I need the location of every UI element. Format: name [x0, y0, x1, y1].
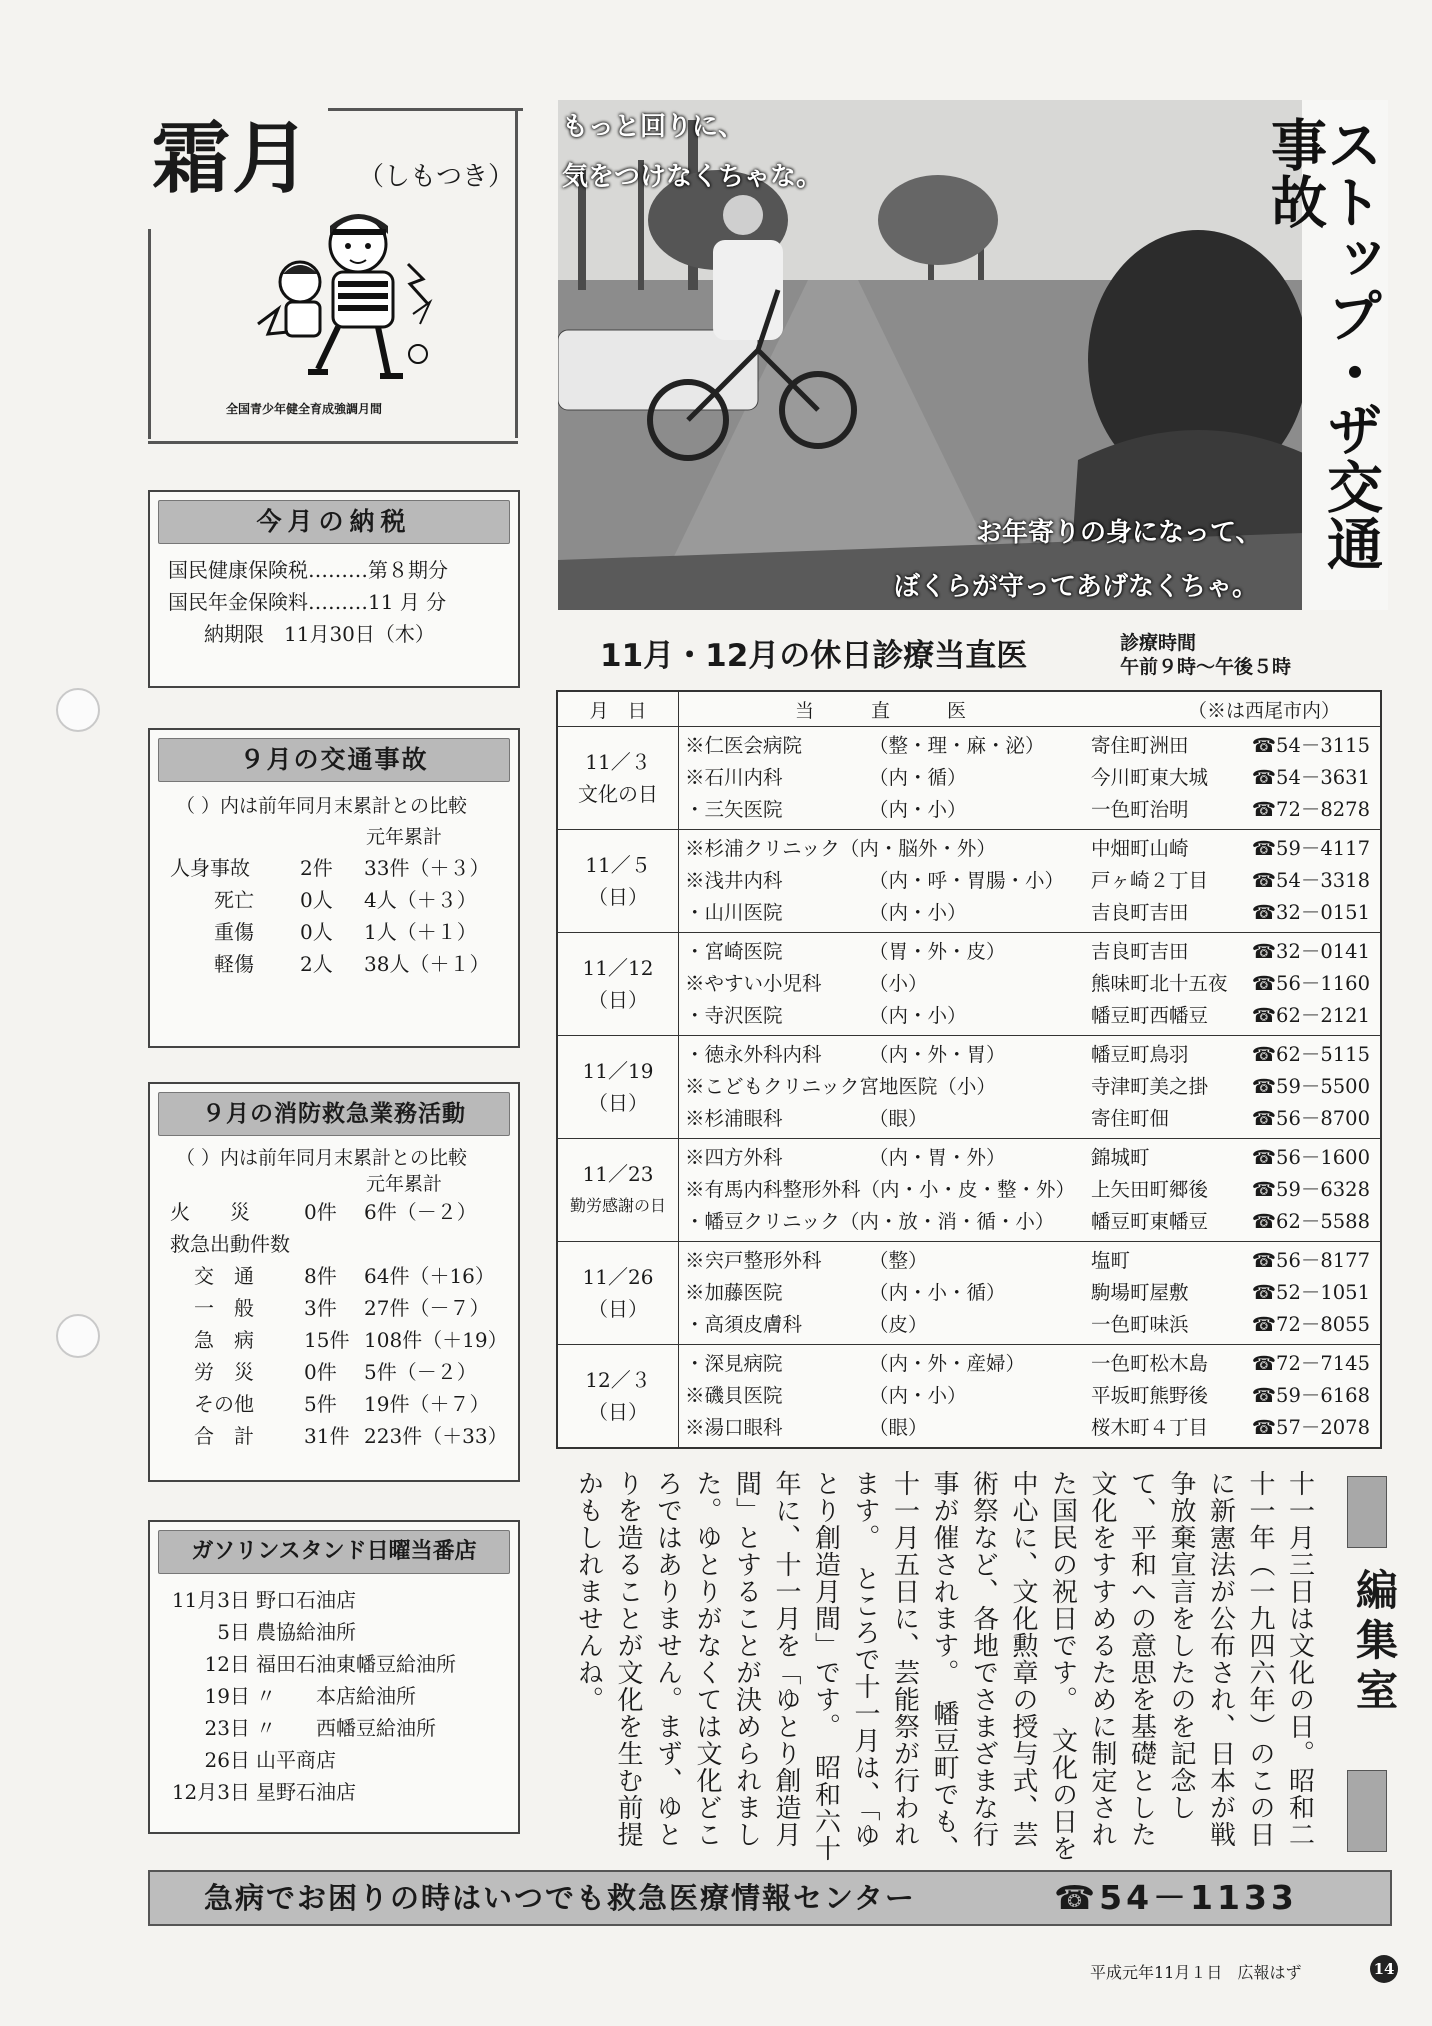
clinic-dept: （眼） — [869, 1416, 928, 1439]
stat-label: 死亡 — [214, 888, 254, 912]
doctor-entry — [685, 762, 1374, 794]
day-date: 11／５ — [585, 853, 651, 877]
doctor-entry — [685, 1174, 1374, 1206]
editorial-column — [568, 1470, 1319, 1860]
stat-total: 223件（＋33） — [364, 1424, 508, 1448]
clinic-tel: ☎32－0151 — [1251, 901, 1370, 924]
clinic-tel: ☎62－2121 — [1251, 1004, 1370, 1027]
clinic-address: 一色町味浜 — [1091, 1313, 1189, 1336]
entries-cell — [679, 1242, 1382, 1345]
clinic-address: 上矢田町郷後 — [1091, 1178, 1209, 1201]
clinic-address: 一色町治明 — [1091, 798, 1189, 821]
photo-caption-bottom-1: お年寄りの身になって、 — [976, 518, 1262, 548]
stat-row — [150, 1420, 518, 1452]
tax-row: 国民健康保険税………第８期分 — [168, 558, 448, 582]
tax-row: 納期限 11月30日（木） — [204, 622, 435, 646]
emergency-banner — [148, 1870, 1392, 1926]
gas-station: 〃 西幡豆給油所 — [256, 1716, 436, 1740]
stat-label: その他 — [194, 1392, 254, 1416]
clinic-address: 幡豆町東幡豆 — [1091, 1210, 1209, 1233]
stat-label: 重傷 — [214, 920, 254, 944]
gas-row — [150, 1584, 518, 1616]
table-row — [557, 1242, 1381, 1345]
stat-label: 救急出動件数 — [170, 1232, 290, 1256]
clinic-tel: ☎72－8278 — [1251, 798, 1370, 821]
clinic-name: ※浅井内科 — [685, 869, 783, 892]
day-date: 11／12 — [582, 956, 654, 980]
table-row — [557, 1036, 1381, 1139]
stat-count: 5件 — [304, 1392, 337, 1416]
clinic-tel: ☎62－5115 — [1251, 1043, 1370, 1066]
clinic-address: 塩町 — [1091, 1249, 1131, 1272]
stat-row — [150, 884, 518, 916]
clinic-address: 戸ヶ崎２丁目 — [1091, 869, 1209, 892]
gas-date: 11月3日 — [171, 1588, 250, 1612]
stat-count: 0件 — [304, 1200, 337, 1224]
campaign-band — [1262, 100, 1388, 610]
clinic-address: 吉良町吉田 — [1091, 940, 1189, 963]
doctor-entry — [685, 730, 1374, 762]
clinic-tel: ☎56－1160 — [1251, 972, 1370, 995]
clinic-tel: ☎57－2078 — [1251, 1416, 1370, 1439]
day-sub: （日） — [588, 1091, 648, 1115]
stat-row — [150, 916, 518, 948]
stat-row — [150, 1292, 518, 1324]
stat-total: 5件（－２） — [364, 1360, 477, 1384]
clinic-tel: ☎59－6168 — [1251, 1384, 1370, 1407]
doctor-entry — [685, 1071, 1374, 1103]
entries-cell — [679, 1345, 1382, 1449]
mascot-illustration — [238, 204, 438, 394]
clinic-dept: （眼） — [869, 1107, 928, 1130]
tax-box — [148, 490, 520, 688]
gas-station: 野口石油店 — [256, 1588, 356, 1612]
clinic-name: ・幡豆クリニック（内・放・消・循・小） — [685, 1210, 1055, 1233]
stat-total: 19件（＋７） — [364, 1392, 490, 1416]
day-cell — [557, 1345, 679, 1449]
table-row — [557, 727, 1381, 830]
day-cell — [557, 1242, 679, 1345]
stat-count: 8件 — [304, 1264, 337, 1288]
gas-station: 福田石油東幡豆給油所 — [256, 1652, 456, 1676]
doctor-entry — [685, 1277, 1374, 1309]
holiday-doctor-table — [556, 690, 1382, 1449]
day-cell — [557, 727, 679, 830]
clinic-dept: （皮） — [869, 1313, 928, 1336]
clinic-name: ※宍戸整形外科 — [685, 1249, 822, 1272]
clinic-tel: ☎72－7145 — [1251, 1352, 1370, 1375]
stat-count: 2件 — [300, 856, 333, 880]
page-number: 14 — [1370, 1955, 1398, 1983]
traffic-safety-photo — [558, 100, 1388, 610]
doctor-entry — [685, 936, 1374, 968]
stat-label: 軽傷 — [214, 952, 254, 976]
publication-name: 広報はず — [1237, 1963, 1302, 1982]
clinic-name: ※仁医会病院 — [685, 734, 803, 757]
stat-total: 1人（＋１） — [364, 920, 477, 944]
clinic-tel: ☎54－3115 — [1251, 734, 1370, 757]
clinic-address: 寄住町佃 — [1091, 1107, 1170, 1130]
tax-heading: 今月の納税 — [158, 500, 510, 544]
gas-station: 山平商店 — [256, 1748, 336, 1772]
gas-date: 23日 — [204, 1716, 250, 1740]
stat-total: 38人（＋１） — [364, 952, 490, 976]
shimotsuki-box — [148, 104, 520, 444]
tax-row: 国民年金保険料………11 月 分 — [168, 590, 447, 614]
gas-date: 5日 — [217, 1620, 250, 1644]
clinic-name: ・三矢医院 — [685, 798, 783, 821]
doctor-entry — [685, 1000, 1374, 1032]
gas-date: 12月3日 — [171, 1780, 250, 1804]
clinic-address: 今川町東大城 — [1091, 766, 1209, 789]
stat-total: 33件（＋３） — [364, 856, 490, 880]
day-cell — [557, 1139, 679, 1242]
day-cell — [557, 830, 679, 933]
table-row — [557, 1345, 1381, 1449]
clinic-name: ・徳永外科内科 — [685, 1043, 822, 1066]
stat-row — [150, 1324, 518, 1356]
table-header-row — [557, 691, 1381, 727]
doctor-entry — [685, 1206, 1374, 1238]
clinic-tel: ☎56－1600 — [1251, 1146, 1370, 1169]
day-date: 11／26 — [582, 1265, 654, 1289]
day-sub: （日） — [588, 1400, 648, 1424]
clinic-address: 中畑町山崎 — [1091, 837, 1189, 860]
traffic-heading: ９月の交通事故 — [158, 738, 510, 782]
day-cell — [557, 1036, 679, 1139]
schedule-hours: 午前９時～午後５時 — [1120, 656, 1292, 678]
gas-date: 26日 — [204, 1748, 250, 1772]
clinic-tel: ☎56－8177 — [1251, 1249, 1370, 1272]
gas-heading: ガソリンスタンド日曜当番店 — [158, 1530, 510, 1574]
doctor-entry — [685, 833, 1374, 865]
clinic-address: 幡豆町鳥羽 — [1091, 1043, 1189, 1066]
gas-row — [150, 1776, 518, 1808]
stat-count: 0人 — [300, 920, 333, 944]
clinic-name: ・高須皮膚科 — [685, 1313, 803, 1336]
clinic-name: ・深見病院 — [685, 1352, 783, 1375]
emergency-banner-text: 急病でお困りの時はいつでも救急医療情報センター — [204, 1881, 916, 1915]
doctor-entry — [685, 1245, 1374, 1277]
doctor-entry — [685, 1039, 1374, 1071]
schedule-hours-label: 診療時間 — [1120, 632, 1197, 654]
stat-count: 15件 — [304, 1328, 350, 1352]
clinic-tel: ☎54－3631 — [1251, 766, 1370, 789]
day-date: 12／３ — [585, 1368, 651, 1392]
day-cell — [557, 933, 679, 1036]
clinic-dept: （胃・外・皮） — [869, 940, 1006, 963]
table-row — [557, 830, 1381, 933]
entries-cell — [679, 933, 1382, 1036]
day-sub: （日） — [588, 988, 648, 1012]
doctor-entry — [685, 865, 1374, 897]
traffic-note: （ ）内は前年同月末累計との比較 — [176, 795, 468, 817]
clinic-dept: （整） — [869, 1249, 928, 1272]
stat-total: 6件（－２） — [364, 1200, 477, 1224]
editorial-label: 編集室 — [1350, 1568, 1399, 1718]
clinic-name: ・山川医院 — [685, 901, 783, 924]
gas-row — [150, 1648, 518, 1680]
stat-row — [150, 1228, 518, 1260]
clinic-name: ※四方外科 — [685, 1146, 783, 1169]
issue-date: 平成元年11月１日 — [1090, 1963, 1223, 1982]
clinic-address: 寺津町美之掛 — [1091, 1075, 1209, 1098]
day-sub: 勤労感謝の日 — [569, 1196, 666, 1215]
clinic-address: 寄住町洲田 — [1091, 734, 1189, 757]
stat-label: 交 通 — [194, 1264, 254, 1288]
clinic-dept: （小） — [869, 972, 928, 995]
table-row — [557, 933, 1381, 1036]
gas-station: 農協給油所 — [256, 1620, 356, 1644]
clinic-dept: （内・小） — [869, 1384, 967, 1407]
fire-rescue-box — [148, 1082, 520, 1482]
doctor-entry — [685, 794, 1374, 826]
clinic-dept: （整・理・麻・泌） — [869, 734, 1045, 757]
emergency-banner-tel: ☎54－1133 — [1054, 1878, 1298, 1917]
stat-row — [150, 1196, 518, 1228]
stat-label: 合 計 — [194, 1424, 254, 1448]
stat-count: 0件 — [304, 1360, 337, 1384]
clinic-tel: ☎59－6328 — [1251, 1178, 1370, 1201]
day-date: 11／19 — [582, 1059, 654, 1083]
doctor-entry — [685, 1142, 1374, 1174]
doctor-entry — [685, 897, 1374, 929]
clinic-dept: （内・小） — [869, 1004, 967, 1027]
gas-row — [150, 1712, 518, 1744]
stat-count: 2人 — [300, 952, 333, 976]
clinic-tel: ☎59－5500 — [1251, 1075, 1370, 1098]
day-sub: 文化の日 — [578, 782, 658, 806]
clinic-name: ※やすい小児科 — [685, 972, 822, 995]
clinic-name: ※磯貝医院 — [685, 1384, 783, 1407]
stat-total: 108件（＋19） — [364, 1328, 508, 1352]
clinic-dept: （内・小） — [869, 798, 967, 821]
photo-caption-top-2: 気をつけなくちゃな。 — [562, 162, 823, 192]
header-note: （※は西尾市内） — [1187, 699, 1340, 722]
clinic-address: 平坂町熊野後 — [1091, 1384, 1209, 1407]
doctor-entry — [685, 1348, 1374, 1380]
clinic-dept: （内・胃・外） — [869, 1146, 1006, 1169]
stat-total: 64件（＋16） — [364, 1264, 495, 1288]
stat-count: 0人 — [300, 888, 333, 912]
clinic-name: ※湯口眼科 — [685, 1416, 783, 1439]
doctor-entry — [685, 1380, 1374, 1412]
stat-count: 3件 — [304, 1296, 337, 1320]
gas-row — [150, 1616, 518, 1648]
doctor-entry — [685, 1412, 1374, 1444]
stat-row — [150, 1356, 518, 1388]
day-date: 11／23 — [582, 1162, 654, 1186]
clinic-tel: ☎62－5588 — [1251, 1210, 1370, 1233]
day-sub: （日） — [588, 1297, 648, 1321]
fire-col-header: 元年累計 — [366, 1173, 443, 1195]
clinic-name: ※杉浦眼科 — [685, 1107, 783, 1130]
stat-label: 人身事故 — [170, 856, 250, 880]
entries-cell — [679, 1139, 1382, 1242]
gas-station-box — [148, 1520, 520, 1834]
clinic-dept: （内・小） — [869, 901, 967, 924]
clinic-dept: （内・呼・胃腸・小） — [869, 869, 1065, 892]
gas-date: 19日 — [204, 1684, 250, 1708]
fire-note: （ ）内は前年同月末累計との比較 — [176, 1147, 468, 1169]
clinic-address: 桜木町４丁目 — [1091, 1416, 1209, 1439]
stat-row — [150, 1388, 518, 1420]
stat-row — [150, 852, 518, 884]
stat-total: 27件（－７） — [364, 1296, 490, 1320]
editorial-label-box — [1344, 1470, 1399, 1860]
clinic-name: ※加藤医院 — [685, 1281, 783, 1304]
clinic-dept: （内・外・産婦） — [869, 1352, 1026, 1375]
stat-label: 労 災 — [194, 1360, 254, 1384]
gas-station: 星野石油店 — [256, 1780, 356, 1804]
stat-label: 急 病 — [194, 1328, 254, 1352]
clinic-dept: （内・循） — [869, 766, 967, 789]
clinic-tel: ☎52－1051 — [1251, 1281, 1370, 1304]
photo-caption-top-1: もっと回りに、 — [562, 112, 745, 142]
fire-heading: ９月の消防救急業務活動 — [158, 1092, 510, 1136]
clinic-tel: ☎54－3318 — [1251, 869, 1370, 892]
doctor-entry — [685, 1309, 1374, 1341]
stat-label: 一 般 — [194, 1296, 254, 1320]
photo-caption-bottom-2: ぼくらが守ってあげなくちゃ。 — [894, 572, 1259, 602]
punch-hole — [56, 688, 100, 732]
day-date: 11／３ — [585, 750, 651, 774]
clinic-name: ・寺沢医院 — [685, 1004, 783, 1027]
gas-station: 〃 本店給油所 — [256, 1684, 416, 1708]
clinic-address: 熊味町北十五夜 — [1091, 972, 1228, 995]
clinic-name: ※石川内科 — [685, 766, 783, 789]
stat-total: 4人（＋３） — [364, 888, 477, 912]
clinic-name: ※こどもクリニック宮地医院（小） — [685, 1075, 996, 1098]
clinic-dept: （内・外・胃） — [869, 1043, 1006, 1066]
clinic-address: 幡豆町西幡豆 — [1091, 1004, 1209, 1027]
entries-cell — [679, 727, 1382, 830]
table-row — [557, 1139, 1381, 1242]
clinic-address: 一色町松木島 — [1091, 1352, 1209, 1375]
month-reading: （しもつき） — [358, 162, 515, 192]
punch-hole — [56, 1314, 100, 1358]
clinic-tel: ☎56－8700 — [1251, 1107, 1370, 1130]
clinic-tel: ☎32－0141 — [1251, 940, 1370, 963]
clinic-tel: ☎59－4117 — [1251, 837, 1370, 860]
entries-cell — [679, 830, 1382, 933]
gas-row — [150, 1744, 518, 1776]
traffic-accidents-box — [148, 728, 520, 1048]
clinic-address: 駒場町屋敷 — [1091, 1281, 1189, 1304]
clinic-name: ※有馬内科整形外科（内・小・皮・整・外） — [685, 1178, 1076, 1201]
clinic-address: 錦城町 — [1091, 1146, 1150, 1169]
doctor-entry — [685, 1103, 1374, 1135]
stat-count: 31件 — [304, 1424, 350, 1448]
gas-row — [150, 1680, 518, 1712]
month-caption: 全国青少年健全育成強調月間 — [226, 402, 383, 416]
entries-cell — [679, 1036, 1382, 1139]
stat-row — [150, 1260, 518, 1292]
doctor-entry — [685, 968, 1374, 1000]
clinic-name: ※杉浦クリニック（内・脳外・外） — [685, 837, 996, 860]
campaign-title: ストップ・ザ交通事故 — [1262, 116, 1383, 572]
header-doctor: 当 直 医 — [795, 699, 967, 722]
clinic-address: 吉良町吉田 — [1091, 901, 1189, 924]
gas-date: 12日 — [204, 1652, 250, 1676]
clinic-dept: （内・小・循） — [869, 1281, 1006, 1304]
header-date: 月 日 — [557, 691, 679, 727]
clinic-tel: ☎72－8055 — [1251, 1313, 1370, 1336]
day-sub: （日） — [588, 885, 648, 909]
stat-label: 火 災 — [170, 1200, 250, 1224]
month-title: 霜月 — [152, 113, 313, 204]
traffic-col-header: 元年累計 — [366, 826, 443, 848]
schedule-title: 11月・12月の休日診療当直医 — [600, 638, 1028, 674]
stat-row — [150, 948, 518, 980]
editorial-text: 十一月三日は文化の日。昭和二十一年（一九四六年）のこの日に新憲法が公布され、日本が戦争放棄宣言をしたのを記念して、平和への意思を基礎とした文化をすすめるために制定された国民の祝日です。 文化の日を中心に、文化勲章の授与式、芸術祭など、各地でさまざまな行事が催されます。 幡豆町でも、十一月五日に、芸能祭が行われます。 ところで十一月は、「ゆとり創造月間」です。 昭和六十年に、十一月を「ゆとり創造月間」とすることが決められました。ゆとりがなくては文化どころではありません。まず、ゆとりを造ることが文化を生む前提かもしれませんね。 — [573, 1470, 1315, 1862]
clinic-name: ・宮崎医院 — [685, 940, 783, 963]
